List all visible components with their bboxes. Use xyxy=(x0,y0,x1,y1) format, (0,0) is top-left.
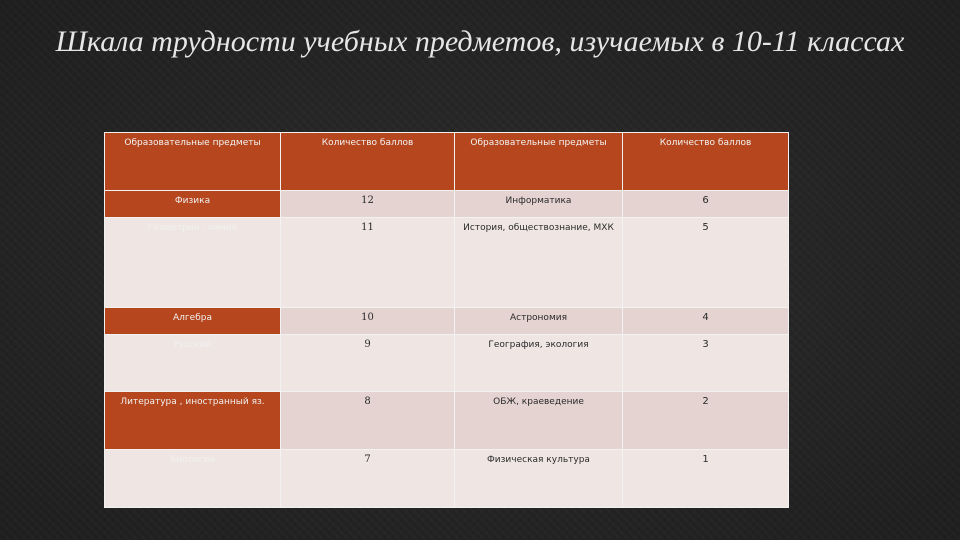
points-left: 10 xyxy=(281,307,455,334)
subject-left: Литература , иностранный яз. xyxy=(105,392,281,449)
table-row xyxy=(105,334,789,391)
table-body xyxy=(105,191,789,508)
points-left: 12 xyxy=(281,191,455,218)
subject-right: География, экология xyxy=(455,334,623,391)
subject-right: ОБЖ, краеведение xyxy=(455,392,623,449)
points-left: 11 xyxy=(281,218,455,308)
points-left: 7 xyxy=(281,449,455,507)
points-right: 2 xyxy=(623,392,789,449)
table-header xyxy=(105,133,789,191)
header-row xyxy=(105,133,789,191)
subject-left: Физика xyxy=(105,191,281,218)
table-row xyxy=(105,307,789,334)
table-row xyxy=(105,449,789,507)
table-row xyxy=(105,218,789,308)
subject-left: Геометрия , химия xyxy=(105,218,281,308)
points-right: 6 xyxy=(623,191,789,218)
points-right: 1 xyxy=(623,449,789,507)
header-points-right: Количество баллов xyxy=(623,133,789,191)
slide-title: Шкала трудности учебных предметов, изучаемых в 10-11 классах xyxy=(55,25,905,58)
points-left: 9 xyxy=(281,334,455,391)
header-subjects-left: Образовательные предметы xyxy=(105,133,281,191)
table-row xyxy=(105,191,789,218)
header-subjects-right: Образовательные предметы xyxy=(455,133,623,191)
subject-left: Биология xyxy=(105,449,281,507)
subject-right: Информатика xyxy=(455,191,623,218)
subject-right: История, обществознание, МХК xyxy=(455,218,623,308)
header-points-left: Количество баллов xyxy=(281,133,455,191)
table-row xyxy=(105,392,789,449)
difficulty-table xyxy=(104,132,789,508)
points-left: 8 xyxy=(281,392,455,449)
subject-left: Алгебра xyxy=(105,307,281,334)
subject-left: Русский xyxy=(105,334,281,391)
points-right: 3 xyxy=(623,334,789,391)
points-right: 5 xyxy=(623,218,789,308)
subject-right: Физическая культура xyxy=(455,449,623,507)
subject-right: Астрономия xyxy=(455,307,623,334)
points-right: 4 xyxy=(623,307,789,334)
